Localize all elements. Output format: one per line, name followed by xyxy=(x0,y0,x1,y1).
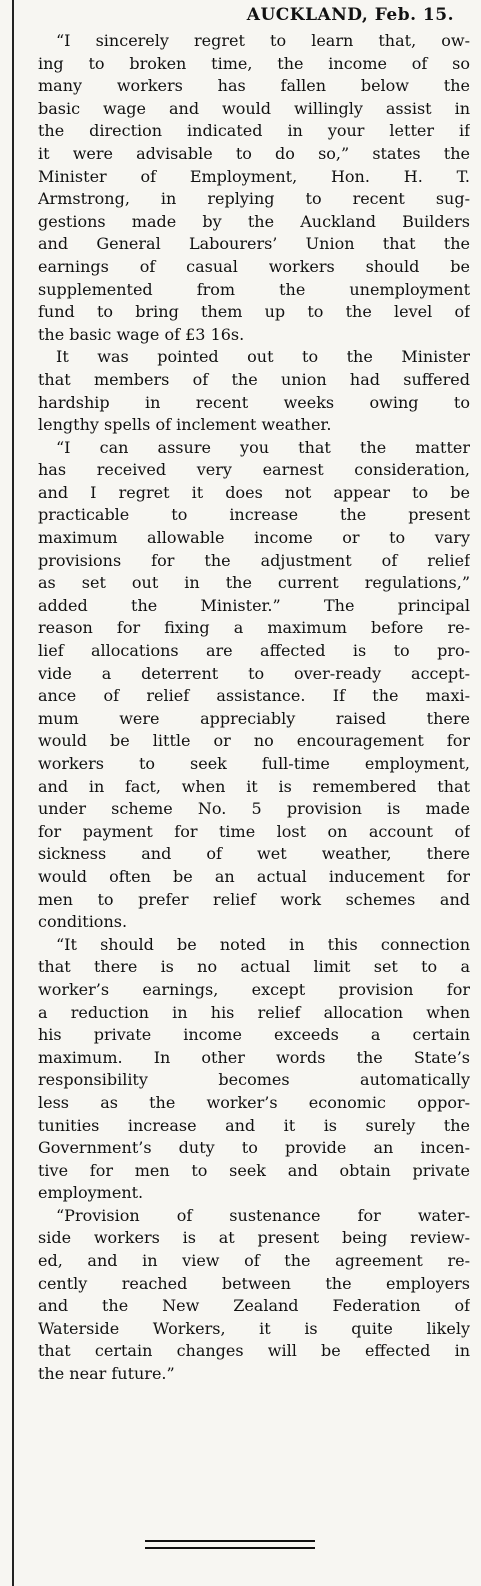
text-line: his private income exceeds a certain xyxy=(38,1025,470,1045)
text-line: ed, and in view of the agreement re- xyxy=(38,1251,470,1271)
text-line: supplemented from the unemployment xyxy=(38,279,470,299)
text-line: mum were appreciably raised there xyxy=(38,708,470,728)
paragraph xyxy=(38,437,470,934)
text-line: worker’s earnings, except provision for xyxy=(38,979,470,999)
text-line: and in fact, when it is remembered that xyxy=(38,776,470,796)
paragraph xyxy=(38,346,470,436)
text-line: “I can assure you that the matter xyxy=(56,437,470,457)
text-line: it were advisable to do so,” states the xyxy=(38,143,470,163)
text-line: maximum. In other words the State’s xyxy=(38,1047,470,1067)
text-line: employment. xyxy=(38,1183,144,1203)
text-line: “I sincerely regret to learn that, ow- xyxy=(56,31,470,50)
text-line: “Provision of sustenance for water- xyxy=(56,1205,470,1225)
text-line: men to prefer relief work schemes and xyxy=(38,889,470,909)
text-line: that members of the union had suffered xyxy=(38,369,470,389)
text-line: basic wage and would willingly assist in xyxy=(38,98,470,118)
paragraph xyxy=(38,934,470,1205)
text-line: tive for men to seek and obtain private xyxy=(38,1160,470,1180)
text-line: that certain changes will be effected in xyxy=(38,1341,470,1361)
end-rule xyxy=(145,1547,315,1549)
text-line: earnings of casual workers should be xyxy=(38,256,470,276)
text-line: ance of relief assistance. If the maxi- xyxy=(38,686,470,706)
text-line: side workers is at present being review- xyxy=(38,1228,470,1248)
text-line: would be little or no encouragement for xyxy=(38,731,470,751)
column-rule xyxy=(12,0,14,1586)
text-line: sickness and of wet weather, there xyxy=(38,844,470,864)
text-line: and I regret it does not appear to be xyxy=(38,482,470,502)
text-line: vide a deterrent to over-ready accept- xyxy=(38,663,470,683)
text-line: and the New Zealand Federation of xyxy=(38,1296,470,1316)
text-line: Government’s duty to provide an incen- xyxy=(38,1138,470,1158)
text-line: that there is no actual limit set to a xyxy=(38,957,470,977)
text-line: workers to seek full-time employment, xyxy=(38,754,470,773)
text-line: hardship in recent weeks owing to xyxy=(38,392,470,412)
paragraph xyxy=(38,30,470,346)
text-line: conditions. xyxy=(38,912,128,932)
text-line: Armstrong, in replying to recent sug- xyxy=(38,189,470,209)
text-line: gestions made by the Auckland Builders xyxy=(38,211,470,231)
paragraph xyxy=(38,1205,470,1386)
text-line: practicable to increase the present xyxy=(38,505,470,525)
text-line: lief allocations are affected is to pro- xyxy=(38,641,470,661)
text-line: less as the worker’s economic oppor- xyxy=(38,1092,470,1112)
text-line: would often be an actual inducement for xyxy=(38,866,470,886)
dateline: AUCKLAND, Feb. 15. xyxy=(246,5,454,25)
text-line: Waterside Workers, it is quite likely xyxy=(38,1318,470,1338)
text-line: cently reached between the employers xyxy=(38,1273,470,1293)
text-line: the direction indicated in your letter if xyxy=(38,121,470,141)
text-line: a reduction in his relief allocation when xyxy=(38,1002,470,1022)
text-line: the near future.” xyxy=(38,1364,175,1384)
text-line: Minister of Employment, Hon. H. T. xyxy=(38,166,470,186)
text-line: maximum allowable income or to vary xyxy=(38,528,470,548)
text-line: provisions for the adjustment of relief xyxy=(38,550,470,570)
text-line: the basic wage of £3 16s. xyxy=(38,324,245,344)
text-line: ing to broken time, the income of so xyxy=(38,53,470,73)
text-line: It was pointed out to the Minister xyxy=(56,347,470,367)
text-line: as set out in the current regulations,” xyxy=(38,573,470,593)
text-line: added the Minister.” The principal xyxy=(38,595,470,615)
text-line: “It should be noted in this connection xyxy=(56,934,470,954)
text-line: tunities increase and it is surely the xyxy=(38,1115,470,1135)
text-line: fund to bring them up to the level of xyxy=(38,302,470,322)
text-line: lengthy spells of inclement weather. xyxy=(38,415,332,435)
text-line: responsibility becomes automatically xyxy=(38,1070,470,1090)
news-article xyxy=(38,0,470,1386)
article-body xyxy=(38,30,470,1386)
text-line: many workers has fallen below the xyxy=(38,76,470,96)
text-line: reason for fixing a maximum before re- xyxy=(38,618,470,638)
end-rule xyxy=(145,1540,315,1542)
text-line: and General Labourers’ Union that the xyxy=(38,234,470,254)
text-line: has received very earnest consideration, xyxy=(38,460,470,480)
text-line: under scheme No. 5 provision is made xyxy=(38,799,470,819)
text-line: for payment for time lost on account of xyxy=(38,821,470,841)
